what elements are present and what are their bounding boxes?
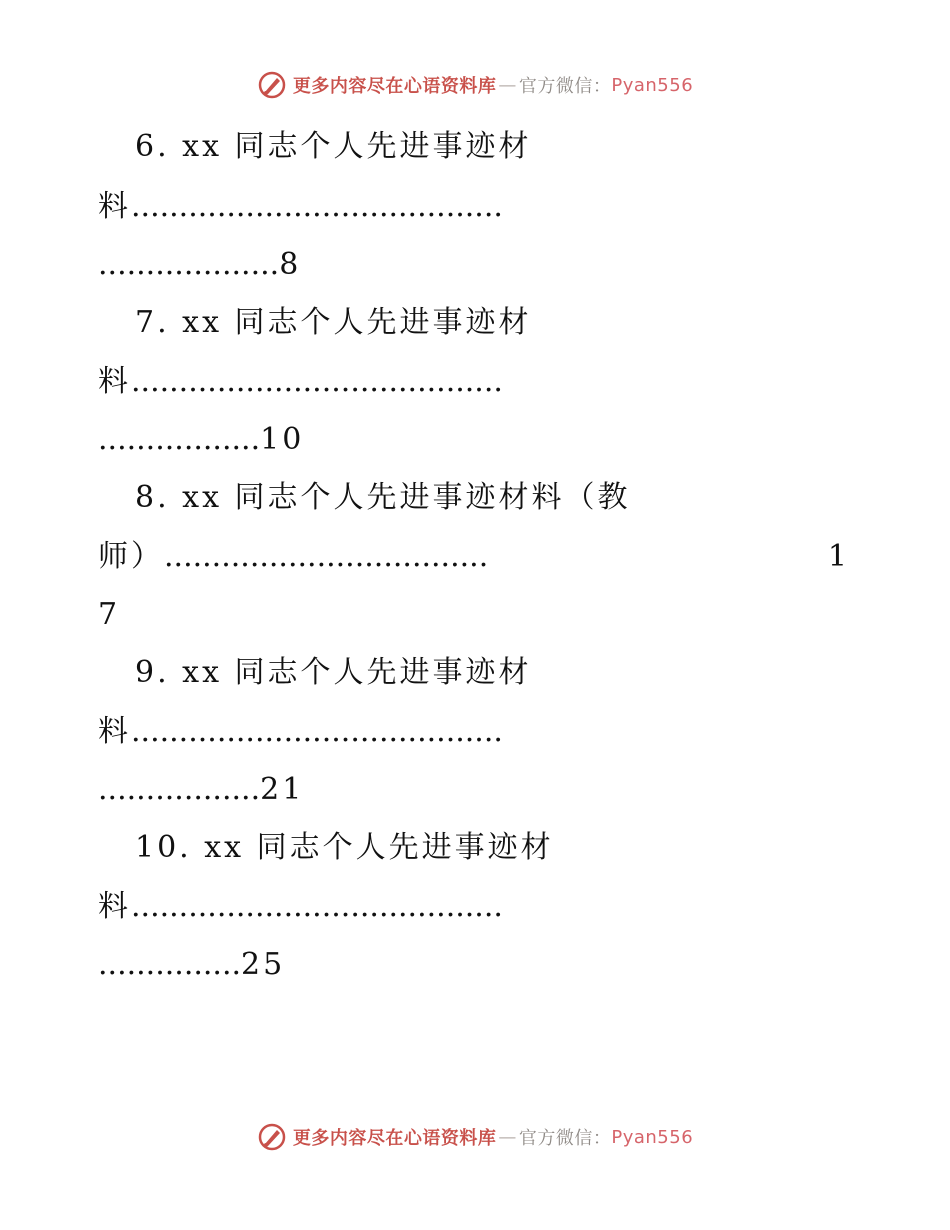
wechat-label: 官方微信： [518, 1128, 612, 1149]
toc-leader-dots: ................. [98, 772, 261, 807]
toc-page-number-part: 1 [827, 539, 850, 574]
toc-entry-wrap-text: 料 [98, 189, 131, 224]
toc-entry-title: 6. xx 同志个人先进事迹材 [135, 129, 532, 164]
toc-leader-dots: ................... [98, 247, 280, 282]
toc-page-number: 21 [260, 772, 305, 807]
brand-text: 更多内容尽在心语资料库 [292, 76, 497, 97]
toc-leader-dots: ............... [98, 947, 242, 982]
wechat-id: Pyan556 [611, 74, 694, 96]
toc-leader-dots: ................. [98, 422, 261, 457]
toc-entry-wrap-text: 料 [98, 714, 131, 749]
toc-entry-page-line [98, 945, 285, 985]
brand-text: 更多内容尽在心语资料库 [292, 1128, 497, 1149]
toc-entry-page-line [98, 245, 301, 285]
toc-entry-wrap-text: 料 [98, 364, 131, 399]
toc-leader-dots: ....................................... [131, 714, 503, 749]
toc-entry-wrap-line [98, 537, 488, 577]
toc-entry-page-line [98, 770, 304, 810]
toc-entry-wrap-text: 料 [98, 889, 131, 924]
banner-separator: — [498, 74, 517, 96]
toc-entry-wrap-line [98, 712, 503, 752]
banner-separator: — [498, 1126, 517, 1148]
toc-entry-wrap-text: 师） [98, 539, 164, 574]
toc-page-number: 8 [279, 247, 302, 282]
toc-page-number-part: 7 [98, 597, 121, 632]
toc-leader-dots: ....................................... [131, 364, 503, 399]
toc-leader-dots: ....................................... [131, 889, 503, 924]
footer-banner [0, 1122, 950, 1152]
toc-entry-title: 10. xx 同志个人先进事迹材 [135, 830, 554, 865]
toc-entry-title: 7. xx 同志个人先进事迹材 [135, 305, 532, 340]
toc-page-number: 10 [260, 422, 305, 457]
toc-entry-wrap-line [98, 887, 503, 927]
toc-entry-wrap-line [98, 187, 503, 227]
toc-entry-title: 9. xx 同志个人先进事迹材 [135, 655, 532, 690]
toc-entry-wrap-line [98, 362, 503, 402]
toc-entry-title: 8. xx 同志个人先进事迹材料（教 [135, 480, 631, 515]
toc-page-number: 25 [241, 947, 286, 982]
wechat-id: Pyan556 [611, 1126, 694, 1148]
wechat-label: 官方微信： [518, 76, 612, 97]
toc-entry-page-line [98, 420, 304, 460]
pen-logo-icon [257, 1122, 287, 1152]
toc-leader-dots: ....................................... [131, 189, 503, 224]
toc-leader-dots: .................................. [164, 539, 489, 574]
